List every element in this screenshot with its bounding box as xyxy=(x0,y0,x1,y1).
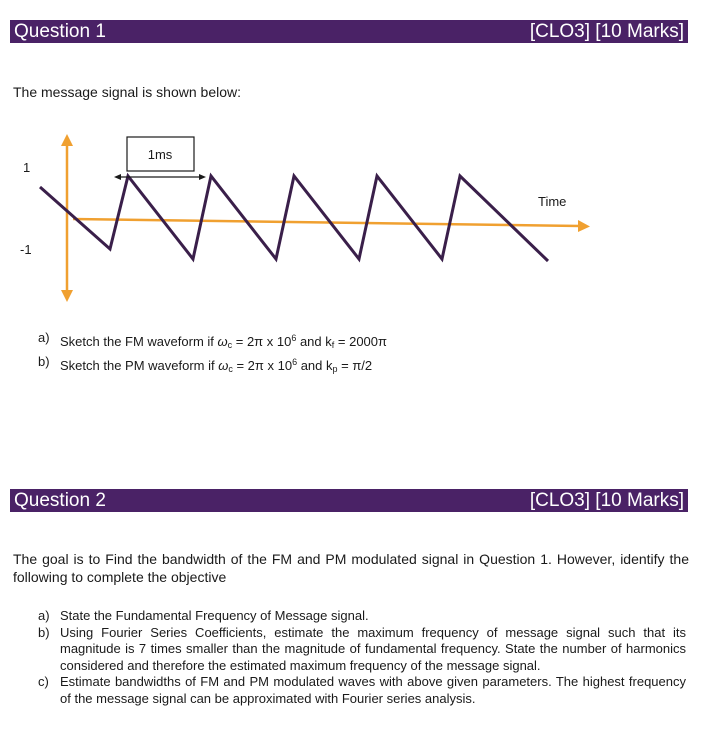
message-signal-figure xyxy=(0,0,720,320)
part-text: and k xyxy=(297,357,333,373)
y-tick-bottom: -1 xyxy=(20,242,32,257)
period-arrow-right xyxy=(199,174,206,180)
question-1-part-b xyxy=(38,354,387,378)
part-text: Using Fourier Series Coefficients, estimate the maximum frequency of message signal such that its magnitude is 7 times smaller than the magnitude of fundamental frequency. State the number of harmonics considered and therefore the estimated maximum frequency of the message signal. xyxy=(60,624,686,673)
subscript: c xyxy=(227,340,233,350)
question-1-intro: The message signal is shown below: xyxy=(13,84,242,100)
question-2-marks: [CLO3] [10 Marks] xyxy=(529,490,684,511)
question-2-intro: The goal is to Find the bandwidth of the FM and PM modulated signal in Question 1. However, identify the following to complete the objective xyxy=(13,551,689,585)
subscript: f xyxy=(331,340,335,350)
question-2-title: Question 2 xyxy=(14,490,106,511)
subscript: p xyxy=(332,363,338,374)
y-axis-arrow-up xyxy=(61,134,73,146)
part-text: Estimate bandwidths of FM and PM modulated waves with above given parameters. The highest frequency of the message signal can be approximated with Fourier series analysis. xyxy=(60,674,686,706)
sawtooth-signal xyxy=(40,176,548,261)
part-label: a) xyxy=(38,330,50,345)
omega-symbol: ω xyxy=(218,357,229,373)
question-2-header xyxy=(10,489,688,512)
part-text: State the Fundamental Frequency of Message signal. xyxy=(60,608,369,623)
y-axis-arrow-down xyxy=(61,290,73,302)
question-1-parts xyxy=(38,330,387,377)
part-text: Sketch the PM waveform if xyxy=(60,357,219,373)
part-text: = 2π x 10 xyxy=(232,334,292,349)
period-label: 1ms xyxy=(147,147,173,162)
x-axis-arrow xyxy=(578,220,590,232)
question-2-part-b xyxy=(38,625,686,675)
question-1-part-a xyxy=(38,330,387,354)
superscript: 6 xyxy=(292,356,298,367)
question-2-part-a xyxy=(38,608,686,625)
part-label: b) xyxy=(38,624,50,640)
part-label: a) xyxy=(38,608,50,623)
part-text: = 2000π xyxy=(334,334,387,349)
question-2-part-c xyxy=(38,674,686,707)
question-1-marks: [CLO3] [10 Marks] xyxy=(529,21,684,42)
question-1-title: Question 1 xyxy=(14,21,106,42)
part-text: = 2π x 10 xyxy=(232,357,293,373)
omega-symbol: ω xyxy=(217,334,228,349)
subscript: c xyxy=(228,363,233,374)
y-tick-top: 1 xyxy=(23,160,31,175)
part-text: and k xyxy=(296,334,332,349)
part-text: Sketch the FM waveform if xyxy=(60,334,218,349)
superscript: 6 xyxy=(291,333,297,343)
part-text: = π/2 xyxy=(337,357,373,373)
period-arrow-left xyxy=(114,174,121,180)
x-axis-label: Time xyxy=(538,194,567,209)
part-label: b) xyxy=(38,353,50,369)
question-2-parts xyxy=(38,608,686,707)
part-label: c) xyxy=(38,674,49,689)
